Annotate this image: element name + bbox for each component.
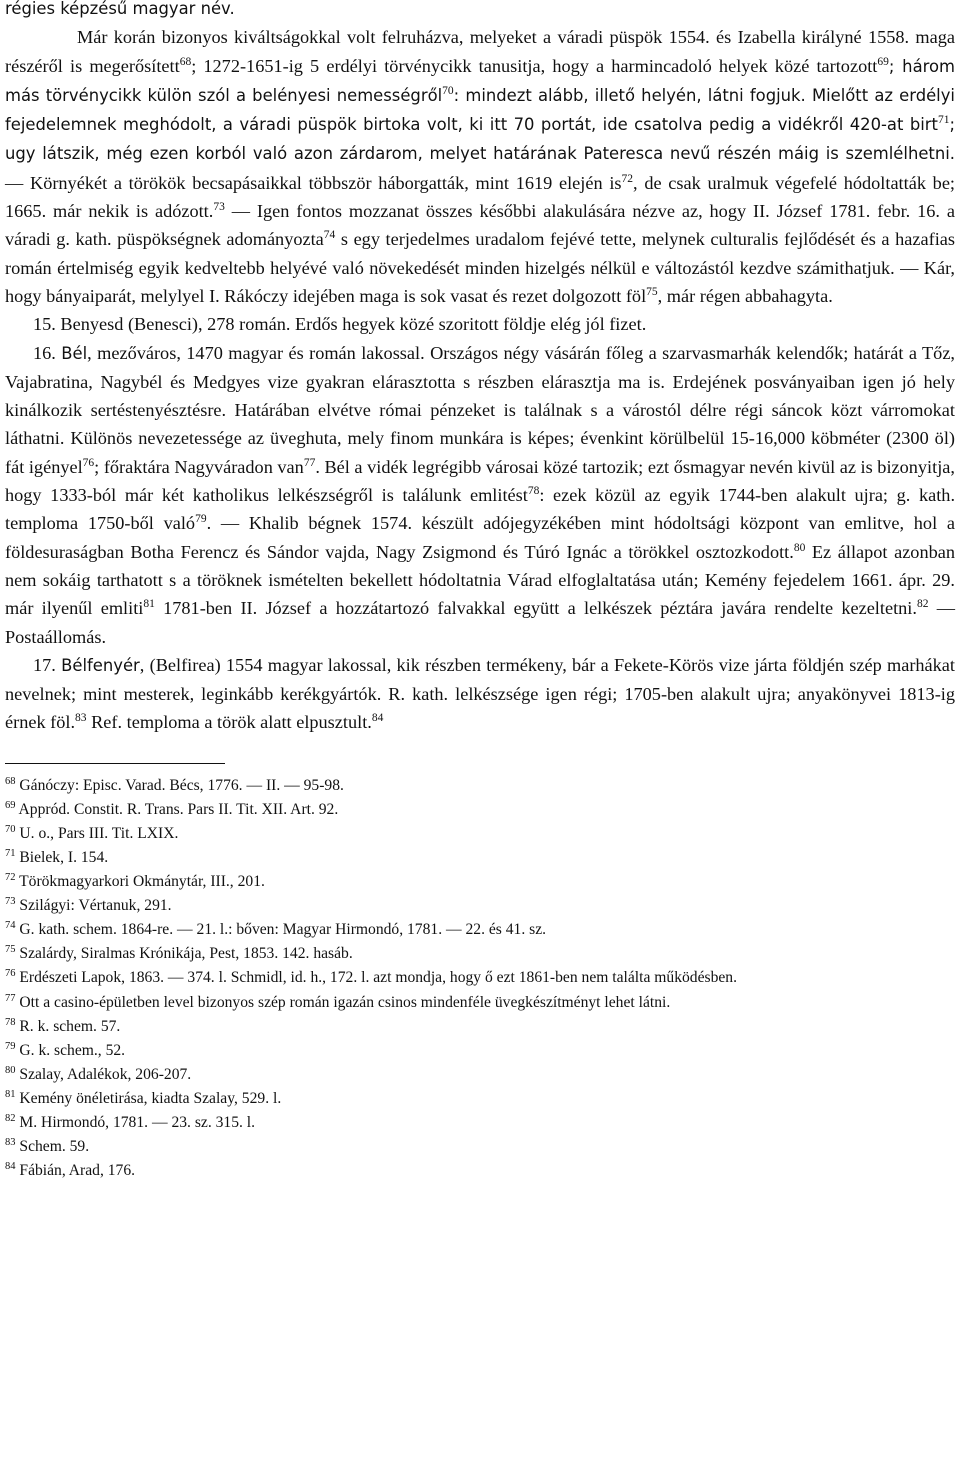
footnote-74	[5, 918, 955, 942]
footnote-75	[5, 942, 955, 966]
entry-name: Bélfenyér	[61, 655, 140, 675]
text-span: 1781-ben II. József a hozzátartozó falvakkal együtt a lelkészek péztára javára rendelte kezeltetni.	[154, 598, 917, 619]
text-span: ; főraktára Nagyváradon van	[94, 456, 304, 477]
footnote-71	[5, 846, 955, 870]
footnote-ref-74[interactable]: 74	[323, 229, 336, 242]
footnote-text: Szalárdy, Siralmas Krónikája, Pest, 1853. 142. hasáb.	[15, 945, 353, 963]
text-span: . — Khalib bégnek 1574. készült adójegyzékében mint hódoltsági központ van emlitve, hol a földesuraságban Botha Ferencz és Sándor vajda, Nagy Zsigmond és Túró Ignác a törökkel osztozkodott.	[5, 513, 955, 562]
text-span: , de csak uralmuk végefelé hódoltatták be; 1665. már nekik is adózott.	[5, 172, 956, 222]
text-span: , mezőváros, 1470 magyar és román lakossal. Országos négy vásárán főleg a szarvasmarhák kelendők; határát a Tőz, Vajabratina, Nagybél és Medgyes vize gyakran elárasztotta s részben elárasztja ma is. Erdejének posványaiban igen jó hely kinálkozik sertéstenyésztésre. Határában elvétve római pénzeket is találnak s a várostól délre régi sáncok közt várromokat láthatni. Különös nevezetessége az üveghuta, mely finom munkára is képes; évenkint körülbelül 15-16,000 köbméter (2300 öl) fát igényel	[5, 342, 955, 477]
footnote-number: 83	[5, 1137, 16, 1149]
footnote-number: 81	[5, 1088, 16, 1100]
entry-17-belfenyer	[5, 651, 955, 737]
footnote-text: Schem. 59.	[15, 1138, 90, 1156]
footnote-68	[5, 774, 955, 798]
footnote-78	[5, 1015, 955, 1039]
footnote-text: G. k. schem., 52.	[15, 1041, 126, 1059]
text-span: ; három más törvénycikk külön szól a belényesi nemességről	[5, 56, 955, 105]
footnote-text: Bielek, I. 154.	[15, 849, 109, 866]
footnote-number: 76	[5, 968, 16, 980]
text-span: — Igen fontos mozzanat összes későbbi alakulására nézve az, hogy II. József 1781. febr. 16. a váradi g. kath. püspökségnek adományozta	[5, 201, 955, 250]
text-span: Ez állapot azonban nem sokáig tarthatott s a töröknek ismételten bekellett hódoltatnia Várad elfoglaltatása után; Kemény fejedelem 1661. ápr. 29. már ilyenűl emliti	[5, 541, 955, 619]
footnote-text: Ott a casino-épületben level bizonyos szép román igazán csinos mindenféle üvegkészítményt lehet látni.	[15, 993, 671, 1011]
footnote-text: Szalay, Adalékok, 206-207.	[15, 1065, 192, 1083]
footnote-ref-84[interactable]: 84	[371, 712, 384, 725]
footnote-84	[5, 1159, 955, 1183]
text-span: Már korán bizonyos kiváltságokkal volt felruházva, melyeket a váradi püspök 1554. és Izabella királyné 1558. maga részéről is megerősített	[5, 27, 955, 76]
footnote-ref-69[interactable]: 69	[877, 55, 889, 68]
footnote-82	[5, 1111, 955, 1135]
footnote-73	[5, 894, 955, 918]
footnote-number: 73	[5, 896, 16, 908]
footnote-number: 82	[5, 1113, 16, 1125]
footnote-81	[5, 1087, 955, 1111]
footnote-ref-68[interactable]: 68	[179, 55, 192, 68]
entry-16-bel	[5, 339, 955, 651]
footnote-number: 74	[5, 920, 16, 932]
footnote-79	[5, 1039, 955, 1063]
footnote-number: 80	[5, 1064, 16, 1076]
footnote-ref-82[interactable]: 82	[916, 598, 929, 611]
footnote-text: U. o., Pars III. Tit. LXIX.	[15, 824, 179, 842]
text-span: ; 1272-1651-ig 5 erdélyi törvénycikk tanusitja, hogy a harmincadoló helyek közé tartozott	[191, 55, 878, 76]
footnote-number: 79	[5, 1040, 16, 1052]
footnote-72	[5, 870, 955, 894]
footnote-ref-76[interactable]: 76	[82, 456, 95, 469]
footnote-text: Kemény önéletirása, kiadta Szalay, 529. l.	[15, 1089, 282, 1107]
footnote-text: Gánóczy: Episc. Varad. Bécs, 1776. — II. — 95-98.	[15, 776, 344, 794]
footnote-text: M. Hirmondó, 1781. — 23. sz. 315. l.	[15, 1114, 256, 1132]
footnote-text: Törökmagyarkori Okmánytár, III., 201.	[15, 873, 265, 891]
footnote-number: 68	[5, 775, 16, 787]
footnote-text: Fábián, Arad, 176.	[15, 1162, 136, 1180]
entry-15-benyesd	[5, 310, 955, 338]
footnote-76	[5, 966, 955, 990]
footnote-text: G. kath. schem. 1864-re. — 21. l.: bőven: Magyar Hirmondó, 1781. — 22. és 41. sz.	[15, 921, 547, 939]
text-span: : mindezt alább, illető helyén, látni fogjuk. Mielőtt az erdélyi fejedelemnek meghódolt, a váradi püspök birtoka volt, ki itt 70 portát, ide csatolva pedig a vidékről 420-at birt	[5, 85, 955, 135]
paragraph-privileges	[5, 23, 955, 310]
footnote-ref-78[interactable]: 78	[527, 485, 540, 498]
text-span: 15. Benyesd (Benesci), 278 román. Erdős hegyek közé szoritott földje elég jól fizet.	[33, 314, 647, 335]
footnote-80	[5, 1063, 955, 1087]
footnote-number: 75	[5, 944, 16, 956]
text-span: régies képzésű magyar név.	[5, 0, 235, 18]
entry-name: Bél	[61, 343, 88, 363]
text-span: . Bél a vidék legrégibb városai közé tartozik; ezt ősmagyar nevén kivül az is bizonyitja, hogy 1333-ból már két katholikus lelkészségről is találunk emlitést	[5, 456, 955, 506]
text-span: , (Belfirea) 1554 magyar lakossal, kik részben termékeny, bár a Fekete-Körös vize járta földjén szép marhákat nevelnek; mint mesterek, leginkább kerékgyártók. R. kath. lelkészsége igen régi; 1705-ben alakult ujra; anyakönyvei 1813-ig érnek föl.	[5, 654, 956, 733]
text-span: , már régen abbahagyta.	[657, 285, 833, 306]
footnote-83	[5, 1135, 955, 1159]
footnote-ref-70[interactable]: 70	[442, 84, 454, 97]
entry-number: 16.	[33, 342, 62, 363]
entry-number: 17.	[33, 654, 62, 675]
footnote-text: Erdészeti Lapok, 1863. — 374. l. Schmidl, id. h., 172. l. azt mondja, hogy ő ezt 1861-ben nem találta működésben.	[15, 969, 738, 987]
footnote-number: 77	[5, 992, 16, 1004]
paragraph-continuation	[5, 0, 955, 23]
footnote-number: 84	[5, 1161, 16, 1173]
footnote-69	[5, 798, 955, 822]
footnote-text: Appród. Constit. R. Trans. Pars II. Tit. XII. Art. 92.	[15, 800, 339, 818]
text-span: Ref. temploma a török alatt elpusztult.	[86, 712, 372, 733]
text-span: ; ugy látszik, még ezen korból való azon zárdarom, melyet határának Paterescа nevű részén máig is szemlélhetni.	[5, 115, 955, 164]
footnote-text: Szilágyi: Vértanuk, 291.	[15, 897, 172, 915]
text-span: : ezek közül az egyik 1744-ben alakult ujra; g. kath. temploma 1750-ből való	[5, 485, 956, 534]
footnote-77	[5, 991, 955, 1015]
text-span: — Környékét a törökök becsapásaikkal többször háborgatták, mint 1619 elején is	[5, 172, 622, 193]
footnote-ref-71[interactable]: 71	[937, 114, 950, 127]
footnote-ref-80[interactable]: 80	[793, 541, 806, 554]
footnote-70	[5, 822, 955, 846]
footnote-number: 70	[5, 823, 16, 835]
footnote-number: 71	[5, 848, 16, 859]
footnote-ref-79[interactable]: 79	[195, 513, 207, 526]
footnote-ref-75[interactable]: 75	[646, 285, 658, 298]
footnote-ref-77[interactable]: 77	[303, 456, 316, 469]
footnote-text: R. k. schem. 57.	[15, 1017, 121, 1035]
footnote-number: 78	[5, 1016, 16, 1028]
footnote-number: 72	[5, 872, 16, 884]
footnote-separator	[5, 763, 225, 764]
text-span: — Postaállomás.	[5, 598, 955, 647]
main-text	[5, 0, 955, 737]
footnote-ref-73[interactable]: 73	[213, 201, 225, 214]
text-span: s egy terjedelmes uradalom fejévé tette, melynek culturalis fejlődését és a hazafias román értelmiség egyik kedveltebb helyévé való növekedését minden hizelgés nélkül e változástól kezdve számithatjuk. — Kár, hogy bányaiparát, melylyel I. Rákóczy idejében maga is sok vasat és rezet dolgozott föl	[5, 229, 955, 306]
footnote-ref-83[interactable]: 83	[75, 712, 87, 725]
footnote-ref-81[interactable]: 81	[143, 598, 155, 611]
footnote-ref-72[interactable]: 72	[621, 172, 634, 185]
footnotes-list	[5, 774, 955, 1184]
footnote-number: 69	[5, 799, 16, 811]
